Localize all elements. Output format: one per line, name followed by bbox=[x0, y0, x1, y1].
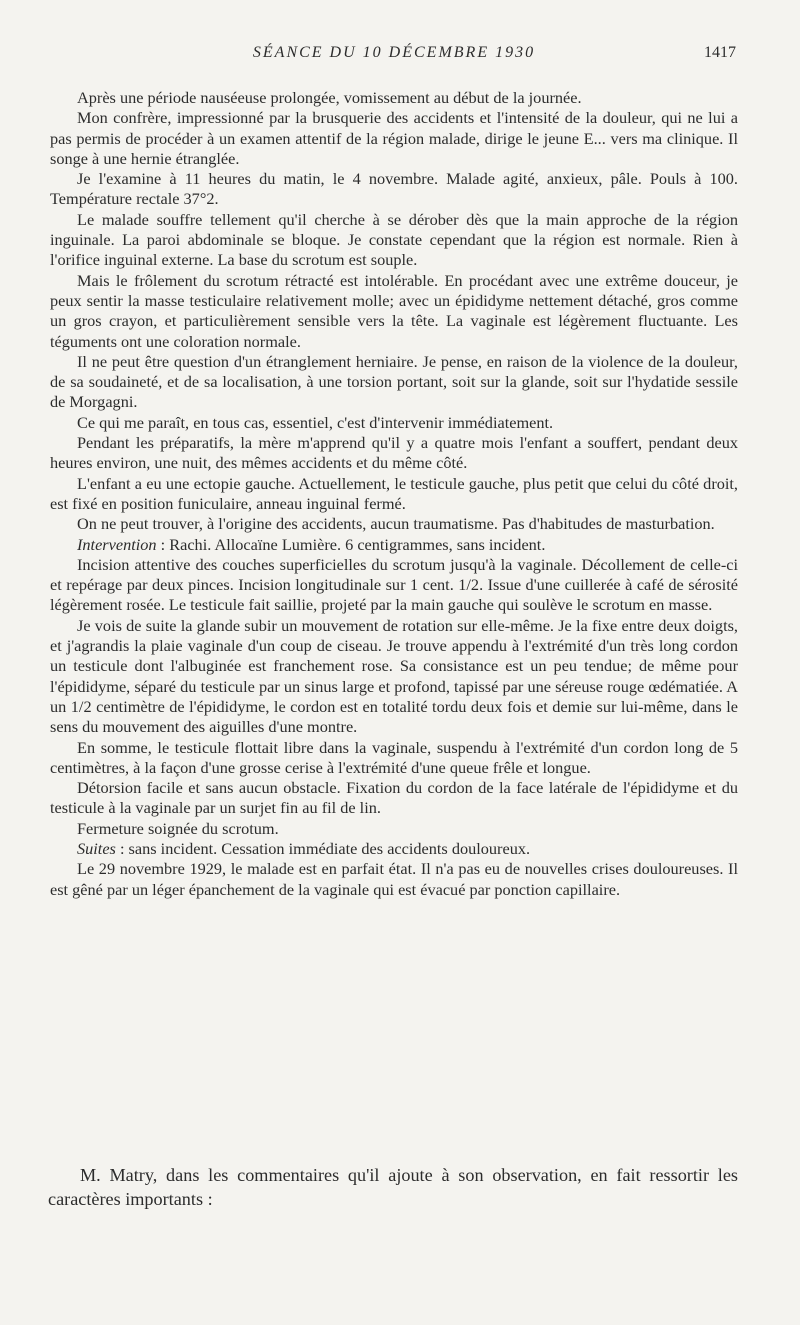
closing-text: M. Matry, dans les commentaires qu'il ajoute à son observation, en fait ressortir les caractères importants : bbox=[48, 1165, 738, 1209]
closing-paragraph bbox=[48, 1163, 738, 1211]
paragraph-text: Incision attentive des couches superficielles du scrotum jusqu'à la vaginale. Décollement de celle-ci et repérage par deux pinces. Incision longitudinale sur 1 cent. 1/2. Issue d'une cuillerée à café de sérosité légèrement rosée. Le testicule fait saillie, projeté par la main gauche qui soulève le scrotum en masse. bbox=[50, 554, 738, 615]
paragraph-text: : Rachi. Allocaïne Lumière. 6 centigrammes, sans incident. bbox=[156, 534, 546, 554]
paragraph bbox=[50, 778, 738, 819]
paragraph bbox=[50, 413, 738, 433]
paragraph-text: Il ne peut être question d'un étranglement herniaire. Je pense, en raison de la violence de la douleur, de sa soudaineté, et de sa localisation, à une torsion portant, soit sur la glande, soit sur l'hydatide sessile de Morgagni. bbox=[50, 351, 738, 412]
paragraph-text: Mon confrère, impressionné par la brusquerie des accidents et l'intensité de la douleur, qui ne lui a pas permis de procéder à un examen attentif de la région malade, dirige le jeune E... vers ma clinique. Il songe à une hernie étranglée. bbox=[50, 108, 738, 168]
paragraph bbox=[50, 88, 738, 108]
paragraph-text: Mais le frôlement du scrotum rétracté est intolérable. En procédant avec une extrême douceur, je peux sentir la masse testiculaire relativement molle; avec un épididyme nettement détaché, gros comme un gros crayon, et particulièrement sensible vers la tête. La vaginale est légèrement fluctuante. Les téguments ont une coloration normale. bbox=[50, 270, 738, 351]
paragraph-text: Le 29 novembre 1929, le malade est en parfait état. Il n'a pas eu de nouvelles crises douloureuses. Il est gêné par un léger épanchement de la vaginale qui est évacué par ponction capillaire. bbox=[50, 859, 738, 899]
paragraph bbox=[50, 616, 738, 738]
paragraph bbox=[50, 433, 738, 474]
paragraph-lead: Suites bbox=[77, 838, 116, 858]
paragraph bbox=[50, 839, 738, 859]
paragraph-lead: Intervention bbox=[77, 534, 157, 554]
paragraph bbox=[50, 535, 738, 555]
paragraph-text: : sans incident. Cessation immédiate des accidents douloureux. bbox=[115, 838, 531, 858]
paragraph bbox=[50, 738, 738, 779]
paragraph-text: On ne peut trouver, à l'origine des accidents, aucun traumatisme. Pas d'habitudes de masturbation. bbox=[77, 514, 715, 534]
paragraph-text: Pendant les préparatifs, la mère m'apprend qu'il y a quatre mois l'enfant a souffert, pendant deux heures environ, une nuit, des mêmes accidents et du même côté. bbox=[50, 433, 738, 473]
paragraph-text: L'enfant a eu une ectopie gauche. Actuellement, le testicule gauche, plus petit que celui du côté droit, est fixé en position funiculaire, anneau inguinal fermé. bbox=[50, 473, 738, 513]
paragraph bbox=[50, 352, 738, 413]
paragraph bbox=[50, 169, 738, 210]
paragraph-text: Le malade souffre tellement qu'il cherche à se dérober dès que la main approche de la région inguinale. La paroi abdominale se bloque. Je constate cependant que la région est normale. Rien à l'orifice inguinal externe. La base du scrotum est souple. bbox=[50, 209, 738, 270]
paragraph-text: Détorsion facile et sans aucun obstacle. Fixation du cordon de la face latérale de l'épididyme et du testicule à la vaginale par un surjet fin au fil de lin. bbox=[50, 778, 738, 818]
paragraph bbox=[50, 108, 738, 169]
page-number: 1417 bbox=[704, 44, 736, 61]
paragraph bbox=[50, 819, 738, 839]
paragraph-text: En somme, le testicule flottait libre dans la vaginale, suspendu à l'extrémité d'un cordon long de 5 centimètres, à la façon d'une grosse cerise à l'extrémité d'une queue frêle et longue. bbox=[50, 737, 738, 777]
paragraph-text: Fermeture soignée du scrotum. bbox=[77, 818, 279, 838]
paragraph bbox=[50, 859, 738, 900]
paragraph bbox=[50, 271, 738, 352]
page-header bbox=[48, 44, 740, 68]
paragraph-text: Je vois de suite la glande subir un mouvement de rotation sur elle-même. Je la fixe entre deux doigts, et j'agrandis la plaie vaginale d'un coup de ciseau. Je trouve appendu à l'extrémité d'un très long cordon un testicule dont l'albuginée est franchement rose. Sa consistance est un peu tendue; de même pour l'épididyme, séparé du testicule par un sinus large et profond, tapissé par une séreuse rouge œdématiée. A un 1/2 centimètre de l'épididyme, le cordon est en totalité tordu deux fois et demie sur lui-même, dans le sens du mouvement des aiguilles d'une montre. bbox=[50, 615, 738, 737]
paragraph bbox=[50, 210, 738, 271]
paragraph-text: Ce qui me paraît, en tous cas, essentiel, c'est d'intervenir immédiatement. bbox=[77, 412, 554, 432]
paragraph bbox=[50, 514, 738, 534]
running-title: SÉANCE DU 10 DÉCEMBRE 1930 bbox=[252, 44, 536, 61]
body-text bbox=[50, 88, 738, 900]
paragraph-text: Après une période nauséeuse prolongée, vomissement au début de la journée. bbox=[77, 88, 582, 107]
paragraph bbox=[50, 555, 738, 616]
paragraph-text: Je l'examine à 11 heures du matin, le 4 novembre. Malade agité, anxieux, pâle. Pouls à 100. Température rectale 37°2. bbox=[50, 169, 738, 209]
paragraph bbox=[50, 474, 738, 515]
